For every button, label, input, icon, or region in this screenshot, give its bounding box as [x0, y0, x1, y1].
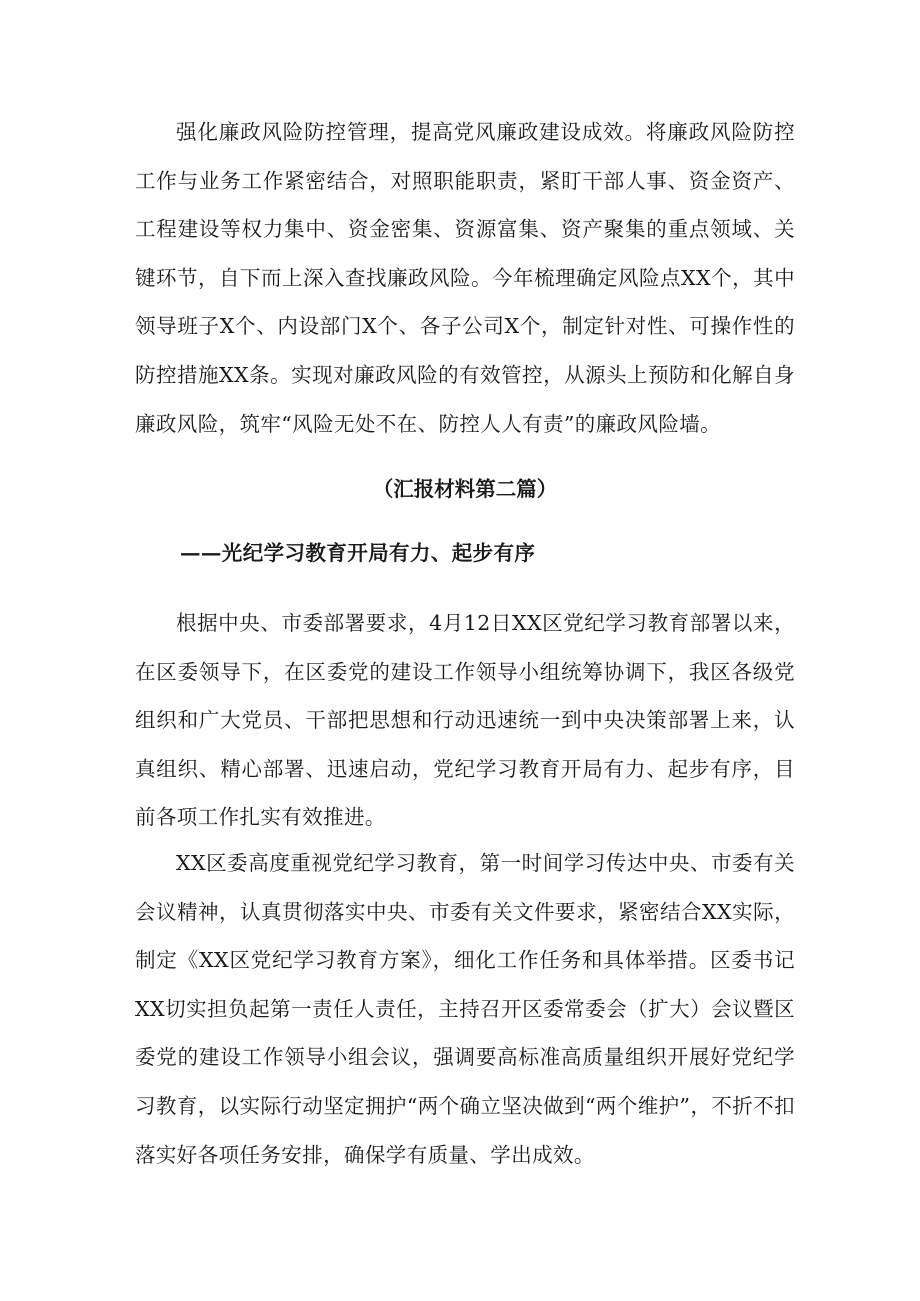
paragraph-risk-control: 强化廉政风险防控管理，提高党风廉政建设成效。将廉政风险防控工作与业务工作紧密结合，对照职能职责，紧盯干部人事、资金资产、工程建设等权力集中、资金密集、资源富集、资产聚集的重点领域、关键环节，自下而上深入查找廉政风险。今年梳理确定风险点XX个，其中领导班子X个、内设部门X个、各子公司X个，制定针对性、可操作性的防控措施XX条。实现对廉政风险的有效管控，从源头上预防和化解自身廉政风险，筑牢“风险无处不在、防控人人有责”的廉政风险墙。	[135, 120, 795, 436]
paragraph-district-committee: XX区委高度重视党纪学习教育，第一时间学习传达中央、市委有关会议精神，认真贯彻落实中央、市委有关文件要求，紧密结合XX实际，制定《XX区党纪学习教育方案》，细化工作任务和具体举措。区委书记XX切实担负起第一责任人责任，主持召开区委常委会（扩大）会议暨区委党的建设工作领导小组会议，强调要高标准高质量组织开展好党纪学习教育，以实际行动坚定拥护“两个确立坚决做到“两个维护”，不折不扣落实好各项任务安排，确保学有质量、学出成效。	[135, 851, 795, 1167]
paragraph-deployment: 根据中央、市委部署要求，4月12日XX区党纪学习教育部署以来，在区委领导下，在区委党的建设工作领导小组统筹协调下，我区各级党组织和广大党员、干部把思想和行动迅速统一到中央决策部署上来，认真组织、精心部署、迅速启动，党纪学习教育开局有力、起步有序，目前各项工作扎实有效推进。	[135, 611, 795, 830]
section-title: （汇报材料第二篇）	[372, 477, 558, 501]
section-subtitle: ——光纪学习教育开局有力、起步有序	[180, 541, 536, 565]
